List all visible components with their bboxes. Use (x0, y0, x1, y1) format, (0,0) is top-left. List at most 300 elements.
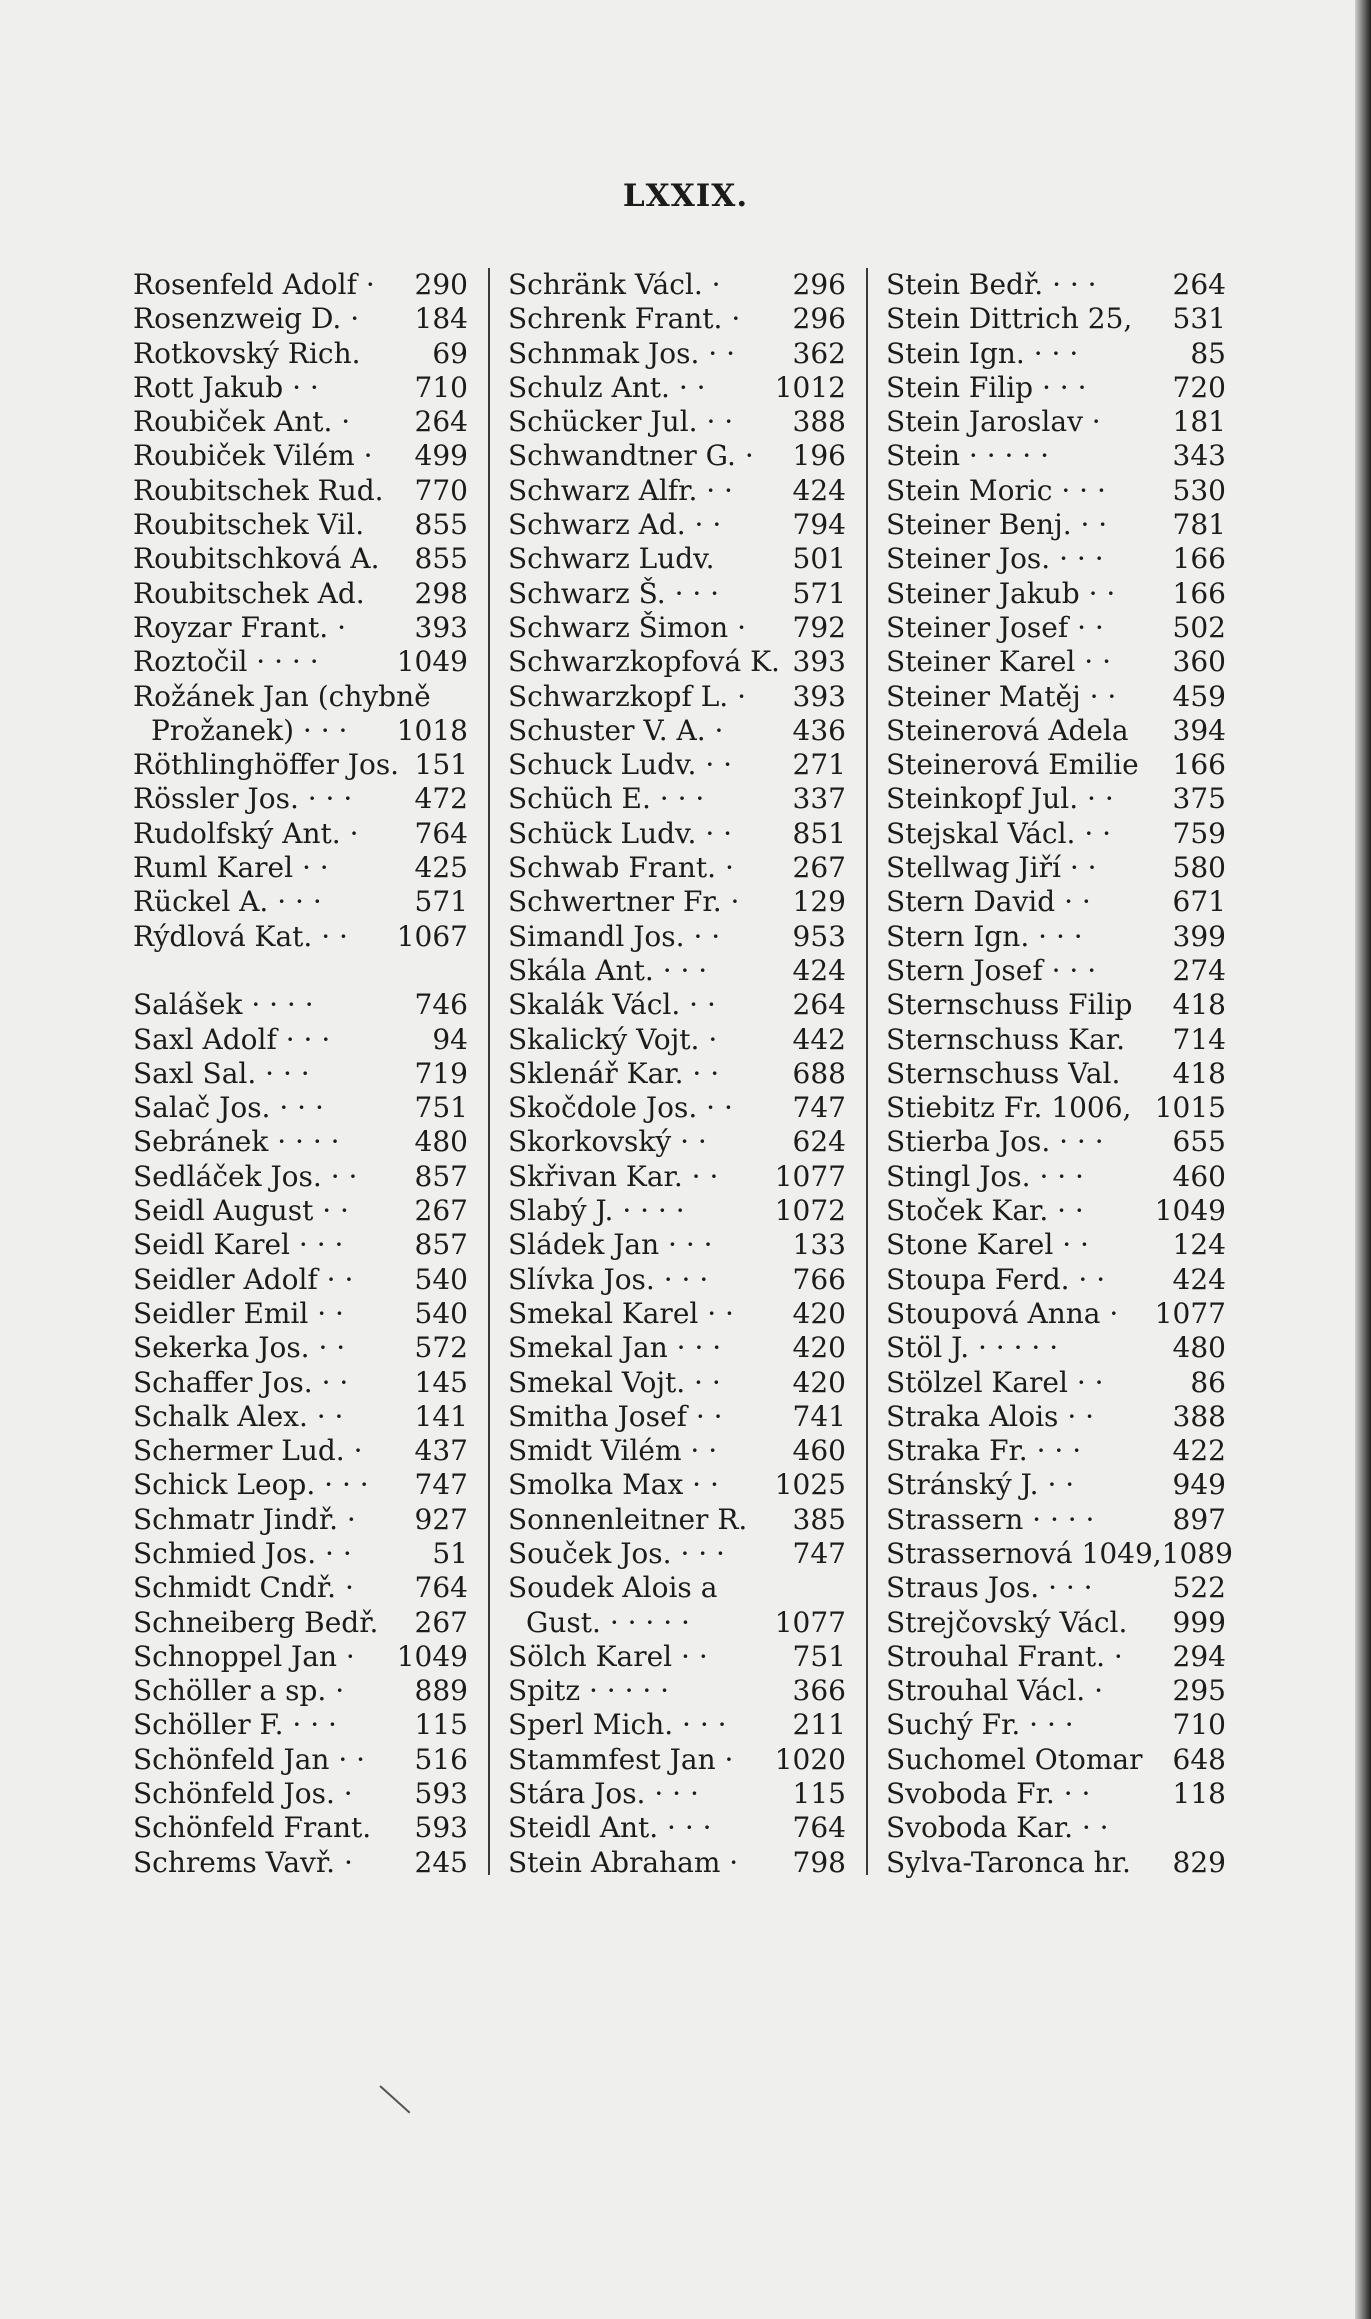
index-entry (886, 474, 1226, 508)
entry-page-number: 424 (792, 953, 846, 987)
entry-name: Sperl Mich. · · · (508, 1708, 727, 1742)
entry-page-number: 1049 (1154, 1194, 1226, 1228)
entry-name: Schrenk Frant. · (508, 302, 741, 336)
entry-page-number: 151 (414, 748, 468, 782)
entry-page-number: 953 (792, 919, 846, 953)
entry-name: Sedláček Jos. · · (133, 1159, 358, 1193)
entry-page-number: 460 (792, 1434, 846, 1468)
index-entry (508, 851, 846, 885)
index-entry (133, 1743, 468, 1777)
entry-name: Gust. · · · · · (526, 1605, 690, 1639)
entry-name: Schwarzkopfová K. (508, 645, 780, 679)
entry-page-number: 770 (414, 473, 468, 507)
entry-page-number: 949 (1172, 1468, 1226, 1502)
entry-page-number: 459 (1172, 679, 1226, 713)
index-entry (133, 1846, 468, 1880)
index-entry (508, 268, 846, 302)
entry-page-number: 264 (414, 405, 468, 439)
index-entry (886, 1263, 1226, 1297)
entry-page-number: 211 (792, 1708, 846, 1742)
entry-name: Schück Ludv. · · (508, 816, 733, 850)
entry-name: Smidt Vilém · · (508, 1434, 718, 1468)
entry-page-number: 360 (1172, 645, 1226, 679)
entry-page-number: 51 (432, 1536, 468, 1570)
index-entry (133, 1091, 468, 1125)
entry-name: Souček Jos. · · · (508, 1536, 725, 1570)
entry-page-number: 688 (792, 1056, 846, 1090)
index-entry (133, 1674, 468, 1708)
entry-name: Skalický Vojt. · (508, 1022, 718, 1056)
entry-page-number: 1018 (396, 713, 468, 747)
pen-mark (379, 2085, 410, 2113)
entry-page-number: 424 (792, 473, 846, 507)
entry-name: Royzar Frant. · (133, 610, 346, 644)
entry-name: Schaffer Jos. · · (133, 1365, 349, 1399)
index-column-2 (508, 268, 846, 1880)
entry-name: Schmidt Cndř. · (133, 1571, 354, 1605)
entry-page-number: 296 (792, 302, 846, 336)
entry-name: Stoupa Ferd. · · (886, 1262, 1106, 1296)
index-entry (886, 1777, 1226, 1811)
entry-page-number: 889 (414, 1674, 468, 1708)
index-entry (133, 1503, 468, 1537)
entry-page-number: 766 (792, 1262, 846, 1296)
index-entry (886, 611, 1226, 645)
entry-page-number: 436 (792, 713, 846, 747)
entry-name: Sklenář Kar. · · (508, 1056, 720, 1090)
entry-page-number: 764 (414, 1571, 468, 1605)
entry-page-number: 540 (414, 1296, 468, 1330)
entry-name: Roubitschek Ad. (133, 576, 365, 610)
entry-name: Schick Leop. · · · (133, 1468, 369, 1502)
entry-page-number: 1049 (396, 645, 468, 679)
entry-page-number: 399 (1172, 919, 1226, 953)
entry-name: Stein Bedř. · · · (886, 268, 1097, 301)
index-entry (508, 1366, 846, 1400)
entry-page-number: 747 (414, 1468, 468, 1502)
index-entry (133, 508, 468, 542)
entry-page-number: 593 (414, 1777, 468, 1811)
column-divider-1 (488, 268, 490, 1875)
entry-name: Roubiček Ant. · (133, 405, 351, 439)
entry-name: Roztočil · · · · (133, 645, 319, 679)
entry-name: Salač Jos. · · · (133, 1091, 324, 1125)
index-entry (886, 405, 1226, 439)
entry-name: Röthlinghöffer Jos. (133, 748, 400, 782)
entry-name: Roubiček Vilém · (133, 439, 373, 473)
page-spine-shadow (1355, 0, 1371, 2319)
entry-name: Rudolfský Ant. · (133, 816, 359, 850)
entry-page-number: 655 (1172, 1125, 1226, 1159)
entry-name: Svoboda Fr. · · (886, 1777, 1091, 1811)
index-entry (133, 1640, 468, 1674)
entry-name: Steiner Karel · · (886, 645, 1111, 679)
entry-page-number: 1067 (396, 919, 468, 953)
entry-name: Schönfeld Jan · · (133, 1742, 366, 1776)
index-entry (508, 1743, 846, 1777)
index-entry (508, 1606, 846, 1640)
entry-page-number: 420 (792, 1365, 846, 1399)
index-entry (133, 1057, 468, 1091)
entry-page-number: 124 (1172, 1228, 1226, 1262)
index-entry (508, 1468, 846, 1502)
index-entry (133, 371, 468, 405)
index-entry (133, 680, 468, 714)
entry-page-number: 516 (414, 1742, 468, 1776)
entry-page-number: 855 (414, 542, 468, 576)
entry-page-number: 69 (432, 336, 468, 370)
entry-page-number: 580 (1172, 851, 1226, 885)
entry-name: Schönfeld Frant. (133, 1811, 372, 1845)
entry-page-number: 1077 (774, 1159, 846, 1193)
index-entry (133, 748, 468, 782)
entry-page-number: 714 (1172, 1022, 1226, 1056)
entry-name: Rückel A. · · · (133, 885, 322, 919)
entry-page-number: 1015 (1154, 1091, 1226, 1125)
index-entry (133, 1468, 468, 1502)
entry-page-number: 118 (1172, 1777, 1226, 1811)
entry-page-number: 393 (792, 645, 846, 679)
index-entry (133, 1571, 468, 1605)
index-entry (133, 1228, 468, 1262)
index-entry (886, 1091, 1226, 1125)
index-entry (133, 1194, 468, 1228)
entry-page-number: 1025 (774, 1468, 846, 1502)
entry-page-number: 764 (792, 1811, 846, 1845)
entry-name: Strejčovský Václ. (886, 1605, 1128, 1639)
entry-name: Schrems Vavř. · (133, 1845, 353, 1879)
entry-name: Sládek Jan · · · (508, 1228, 713, 1262)
index-entry (133, 1331, 468, 1365)
entry-name: Schwarz Ad. · · (508, 508, 722, 542)
entry-page-number: 1077 (774, 1605, 846, 1639)
entry-name: Rotkovský Rich. (133, 336, 361, 370)
entry-page-number: 480 (1172, 1331, 1226, 1365)
entry-name: Skalák Václ. · · (508, 988, 716, 1022)
index-entry (133, 1366, 468, 1400)
entry-page-number: 746 (414, 988, 468, 1022)
entry-name: Sebránek · · · · (133, 1125, 340, 1159)
entry-page-number: 855 (414, 508, 468, 542)
entry-name: Rožánek Jan (chybně (133, 679, 431, 713)
index-entry (508, 885, 846, 919)
entry-name: Sylva-Taronca hr. (886, 1845, 1131, 1879)
index-entry (508, 1777, 846, 1811)
index-column-1 (133, 268, 468, 1880)
index-entry (886, 1536, 1233, 1571)
entry-page-number: 274 (1172, 953, 1226, 987)
index-entry (886, 337, 1226, 371)
index-entry (508, 371, 846, 405)
entry-name: Saxl Sal. · · · (133, 1056, 310, 1090)
entry-name: Straka Alois · · (886, 1399, 1095, 1433)
entry-page-number: 1049 (396, 1639, 468, 1673)
entry-page-number: 927 (414, 1502, 468, 1536)
entry-name: Steinkopf Jul. · · (886, 782, 1114, 816)
index-entry (133, 405, 468, 439)
entry-page-number: 362 (792, 336, 846, 370)
entry-page-number: 571 (792, 576, 846, 610)
entry-page-number: 393 (414, 610, 468, 644)
entry-page-number: 267 (414, 1194, 468, 1228)
entry-name: Schnmak Jos. · · (508, 336, 735, 370)
index-entry (886, 1434, 1226, 1468)
entry-page-number: 166 (1172, 576, 1226, 610)
entry-name: Roubitschková A. (133, 542, 380, 576)
entry-name: Soudek Alois a (508, 1571, 718, 1605)
index-entry (886, 1503, 1226, 1537)
entry-page-number: 751 (792, 1639, 846, 1673)
index-entry (508, 337, 846, 371)
entry-name: Steiner Benj. · · (886, 508, 1108, 542)
index-entry (133, 1777, 468, 1811)
entry-page-number: 1020 (774, 1742, 846, 1776)
entry-name: Stern Ign. · · · (886, 919, 1083, 953)
index-entry (886, 1297, 1226, 1331)
entry-page-number: 422 (1172, 1434, 1226, 1468)
index-entry (508, 1331, 846, 1365)
entry-page-number: 829 (1172, 1845, 1226, 1879)
index-entry (508, 439, 846, 473)
entry-page-number: 1072 (774, 1194, 846, 1228)
index-entry (133, 1023, 468, 1057)
entry-page-number: 425 (414, 851, 468, 885)
entry-name: Stejskal Václ. · · (886, 816, 1112, 850)
entry-name: Steiner Matěj · · (886, 679, 1117, 713)
entry-name: Roubitschek Vil. (133, 508, 365, 542)
index-entry (508, 988, 846, 1022)
index-entry (886, 1571, 1226, 1605)
index-entry (133, 1263, 468, 1297)
entry-page-number: 499 (414, 439, 468, 473)
entry-page-number: 624 (792, 1125, 846, 1159)
entry-page-number: 166 (1172, 748, 1226, 782)
entry-name: Stoupová Anna · (886, 1296, 1119, 1330)
entry-name: Sekerka Jos. · · (133, 1331, 346, 1365)
entry-page-number: 264 (1172, 268, 1226, 301)
index-entry (133, 851, 468, 885)
index-entry (508, 1263, 846, 1297)
entry-page-number: 375 (1172, 782, 1226, 816)
entry-name: Straus Jos. · · · (886, 1571, 1093, 1605)
entry-name: Smekal Vojt. · · (508, 1365, 721, 1399)
entry-page-number: 648 (1172, 1742, 1226, 1776)
entry-page-number: 115 (792, 1777, 846, 1811)
entry-name: Schwertner Fr. · (508, 885, 740, 919)
entry-page-number: 502 (1172, 610, 1226, 644)
entry-page-number: 264 (792, 988, 846, 1022)
index-entry (886, 268, 1226, 302)
entry-page-number: 671 (1172, 885, 1226, 919)
index-entry (508, 817, 846, 851)
entry-page-number: 337 (792, 782, 846, 816)
entry-name: Stránský J. · · (886, 1468, 1075, 1502)
entry-page-number: 267 (792, 851, 846, 885)
entry-name: Stiebitz Fr. 1006, (886, 1091, 1132, 1125)
index-entry (886, 1811, 1226, 1845)
entry-page-number: 857 (414, 1159, 468, 1193)
entry-page-number: 522 (1172, 1571, 1226, 1605)
index-entry (886, 680, 1226, 714)
entry-page-number: 999 (1172, 1605, 1226, 1639)
entry-page-number: 531 (1172, 302, 1226, 336)
entry-page-number: 420 (792, 1296, 846, 1330)
index-entry (133, 1811, 468, 1845)
entry-name: Stára Jos. · · · (508, 1777, 699, 1811)
index-entry (508, 1571, 846, 1605)
entry-name: Svoboda Kar. · · (886, 1811, 1109, 1845)
entry-page-number: 394 (1172, 713, 1226, 747)
entry-page-number: 296 (792, 268, 846, 301)
index-entry (886, 1331, 1226, 1365)
index-entry (508, 1125, 846, 1159)
index-entry (508, 1023, 846, 1057)
index-entry (133, 474, 468, 508)
index-entry (508, 1434, 846, 1468)
entry-name: Stein Moric · · · (886, 473, 1106, 507)
entry-name: Skřivan Kar. · · (508, 1159, 719, 1193)
entry-name: Rýdlová Kat. · · (133, 919, 348, 953)
entry-page-number: 710 (1172, 1708, 1226, 1742)
index-entry (886, 1194, 1226, 1228)
index-entry (508, 1400, 846, 1434)
entry-page-number: 1012 (774, 370, 846, 404)
entry-name: Schüch E. · · · (508, 782, 705, 816)
entry-page-number: 571 (414, 885, 468, 919)
entry-name: Stein Dittrich 25, (886, 302, 1133, 336)
entry-page-number: 764 (414, 816, 468, 850)
entry-name: Strouhal Václ. · (886, 1674, 1103, 1708)
entry-name: Schücker Jul. · · (508, 405, 734, 439)
index-entry (508, 954, 846, 988)
entry-page-number: 385 (792, 1502, 846, 1536)
entry-page-number: 798 (792, 1845, 846, 1879)
entry-page-number: 501 (792, 542, 846, 576)
entry-name: Strassernová 1049, (886, 1536, 1162, 1570)
entry-name: Prožanek) · · · (151, 713, 348, 747)
index-entry (508, 302, 846, 336)
index-entry (886, 1846, 1226, 1880)
entry-page-number: 267 (414, 1605, 468, 1639)
index-entry (133, 1606, 468, 1640)
entry-name: Skála Ant. · · · (508, 953, 708, 987)
index-entry (886, 542, 1226, 576)
column-divider-2 (866, 268, 868, 1875)
index-entry (508, 748, 846, 782)
index-entry (508, 542, 846, 576)
entry-name: Schönfeld Jos. · (133, 1777, 353, 1811)
entry-page-number: 298 (414, 576, 468, 610)
entry-name: Saxl Adolf · · · (133, 1022, 331, 1056)
entry-name: Seidl August · · (133, 1194, 349, 1228)
entry-name: Schwab Frant. · (508, 851, 734, 885)
entry-page-number: 857 (414, 1228, 468, 1262)
index-entry (508, 1297, 846, 1331)
entry-name: Rosenfeld Adolf · (133, 268, 375, 301)
index-entry (508, 1503, 846, 1537)
entry-name: Steidl Ant. · · · (508, 1811, 712, 1845)
entry-name: Sölch Karel · · (508, 1639, 708, 1673)
entry-page-number: 572 (414, 1331, 468, 1365)
entry-name: Sonnenleitner R. (508, 1502, 748, 1536)
entry-name: Stein Abraham · (508, 1845, 739, 1879)
entry-page-number: 1077 (1154, 1296, 1226, 1330)
index-entry (508, 1708, 846, 1742)
entry-name: Stein Filip · · · (886, 370, 1087, 404)
index-entry (133, 1125, 468, 1159)
entry-page-number: 133 (792, 1228, 846, 1262)
index-entry (508, 508, 846, 542)
index-entry (886, 782, 1226, 816)
entry-page-number: 86 (1190, 1365, 1226, 1399)
entry-page-number: 437 (414, 1434, 468, 1468)
entry-page-number: 472 (414, 782, 468, 816)
index-entry (886, 1160, 1226, 1194)
index-entry (886, 954, 1226, 988)
index-entry (508, 782, 846, 816)
index-entry (886, 714, 1226, 748)
entry-page-number: 720 (1172, 370, 1226, 404)
entry-name: Sternschuss Val. (886, 1056, 1121, 1090)
entry-page-number: 141 (414, 1399, 468, 1433)
entry-name: Schwarz Šimon · (508, 610, 746, 644)
index-entry (133, 1297, 468, 1331)
index-entry (133, 337, 468, 371)
index-entry (886, 1743, 1226, 1777)
entry-name: Skorkovský · · (508, 1125, 707, 1159)
entry-page-number: 759 (1172, 816, 1226, 850)
entry-page-number: 181 (1172, 405, 1226, 439)
entry-name: Steiner Jakub · · (886, 576, 1116, 610)
entry-page-number: 794 (792, 508, 846, 542)
entry-name: Stoček Kar. · · (886, 1194, 1084, 1228)
entry-name: Stierba Jos. · · · (886, 1125, 1104, 1159)
entry-page-number: 710 (414, 370, 468, 404)
entry-page-number: 245 (414, 1845, 468, 1879)
entry-name: Schalk Alex. · · (133, 1399, 344, 1433)
entry-name: Schneiberg Bedř. (133, 1605, 379, 1639)
entry-name: Straka Fr. · · · (886, 1434, 1082, 1468)
entry-name: Rosenzweig D. · (133, 302, 360, 336)
index-entry (133, 302, 468, 336)
entry-page-number: 271 (792, 748, 846, 782)
index-entry (508, 1537, 846, 1571)
index-entry (508, 920, 846, 954)
index-entry (886, 920, 1226, 954)
index-entry (886, 748, 1226, 782)
index-entry (886, 302, 1226, 336)
entry-page-number: 418 (1172, 988, 1226, 1022)
entry-name: Stöl J. · · · · · (886, 1331, 1059, 1365)
entry-page-number: 393 (792, 679, 846, 713)
entry-name: Stern Josef · · · (886, 953, 1097, 987)
entry-page-number: 418 (1172, 1056, 1226, 1090)
entry-name: Schmatr Jindř. · (133, 1502, 356, 1536)
entry-name: Stone Karel · · (886, 1228, 1089, 1262)
entry-name: Schöller F. · · · (133, 1708, 337, 1742)
entry-name: Smekal Jan · · · (508, 1331, 722, 1365)
index-entry (508, 1091, 846, 1125)
index-entry (133, 439, 468, 473)
index-entry (133, 782, 468, 816)
entry-page-number: 480 (414, 1125, 468, 1159)
entry-name: Schwarzkopf L. · (508, 679, 746, 713)
entry-name: Seidl Karel · · · (133, 1228, 344, 1262)
entry-page-number: 184 (414, 302, 468, 336)
entry-name: Skočdole Jos. · · (508, 1091, 733, 1125)
entry-name: Stein · · · · · (886, 439, 1049, 473)
entry-page-number: 115 (414, 1708, 468, 1742)
